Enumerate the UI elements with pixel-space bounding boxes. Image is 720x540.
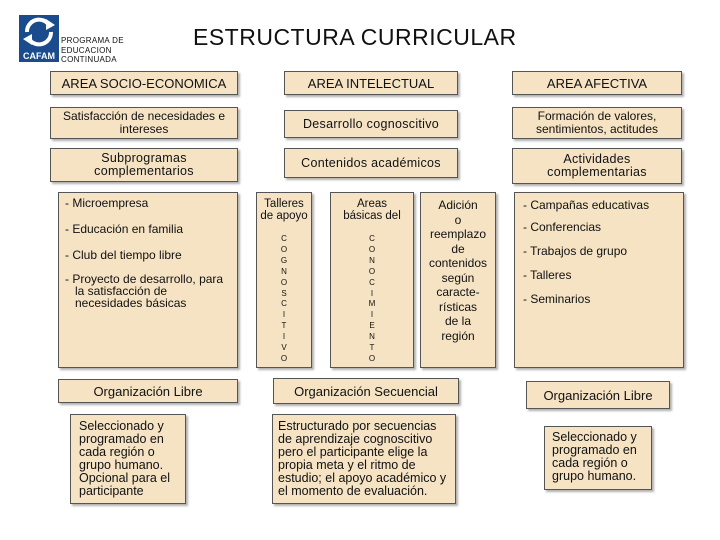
letter: C	[369, 277, 375, 287]
letter: I	[370, 310, 374, 320]
right-group-title: Actividades complementarias	[512, 148, 682, 184]
letter: O	[368, 244, 376, 254]
letter: N	[369, 255, 375, 265]
right-items-box	[514, 192, 684, 368]
left-group-title: Subprogramas complementarios	[50, 148, 238, 182]
areas-basicas-box	[330, 192, 414, 368]
areas-basicas-title: Areas básicas del	[343, 198, 401, 222]
letter: O	[280, 244, 288, 254]
letter: O	[368, 266, 376, 276]
letter: O	[280, 277, 288, 287]
logo-brand: CAFAM	[23, 51, 55, 61]
letter: I	[370, 288, 374, 298]
list-item: - Proyecto de desarrollo, para la satisfacción de necesidades básicas	[65, 272, 224, 310]
adicion-line: o	[454, 212, 462, 227]
list-item: - Campañas educativas	[523, 198, 650, 212]
adicion-line: de	[451, 241, 465, 256]
cognoscitivo-vertical	[257, 234, 311, 365]
adicion-line: Adición	[438, 198, 478, 212]
area-intelectual-header: AREA INTELECTUAL	[284, 71, 458, 95]
adicion-line: según	[441, 270, 475, 285]
letter: V	[281, 343, 287, 353]
right-organization: Organización Libre	[526, 381, 670, 409]
left-organization: Organización Libre	[58, 379, 238, 403]
list-item: - Club del tiempo libre	[65, 248, 182, 262]
page-title: ESTRUCTURA CURRICULAR	[193, 24, 517, 50]
letter: I	[282, 310, 286, 320]
list-item: - Trabajos de grupo	[523, 244, 628, 258]
letter: I	[282, 332, 286, 342]
area-socio-economica-header: AREA SOCIO-ECONOMICA	[50, 71, 238, 95]
adicion-line: de la	[444, 314, 472, 328]
adicion-line: contenidos	[428, 256, 488, 270]
left-items-box	[58, 192, 238, 368]
center-organization: Organización Secuencial	[273, 378, 459, 404]
letter: N	[281, 266, 287, 276]
letter: C	[281, 299, 287, 309]
adicion-line: reemplazo	[429, 227, 487, 241]
letter: G	[280, 255, 288, 265]
conocimiento-vertical	[331, 234, 413, 365]
list-item: - Talleres	[523, 268, 572, 282]
logo-text	[61, 36, 151, 65]
letter: C	[369, 234, 375, 243]
adicion-line: caracte-	[436, 285, 480, 299]
letter: S	[281, 288, 287, 298]
logo-text-line: CONTINUADA	[61, 55, 117, 64]
logo-text-line: PROGRAMA DE	[61, 36, 124, 45]
adicion-line: región	[441, 328, 475, 343]
letter: M	[368, 299, 376, 309]
letter: N	[369, 332, 375, 342]
right-subtitle: Formación de valores, sentimientos, actitudes	[512, 107, 682, 139]
talleres-apoyo-box	[256, 192, 312, 368]
letter: T	[369, 343, 375, 353]
cafam-logo	[19, 15, 59, 62]
center-group-title: Contenidos académicos	[284, 148, 458, 178]
list-item: - Seminarios	[523, 292, 591, 306]
left-description: Seleccionado y programado en cada región o grupo humano. Opcional para el participante	[70, 414, 186, 504]
adicion-contenidos-box	[420, 192, 496, 368]
letter: E	[369, 321, 375, 331]
center-subtitle: Desarrollo cognoscitivo	[284, 110, 458, 138]
letter: T	[281, 321, 287, 331]
list-item: - Microempresa	[65, 196, 149, 210]
letter: O	[368, 353, 376, 363]
talleres-apoyo-title: Talleres de apoyo	[260, 198, 308, 222]
logo-text-line: EDUCACION	[61, 45, 112, 55]
list-item: - Conferencias	[523, 220, 602, 234]
area-afectiva-header: AREA AFECTIVA	[512, 71, 682, 95]
left-subtitle: Satisfacción de necesidades e intereses	[50, 107, 238, 139]
adicion-line: rísticas	[438, 299, 477, 314]
logo-arrows-icon	[19, 15, 59, 49]
right-description: Seleccionado y programado en cada región o grupo humano.	[544, 426, 652, 490]
letter: C	[281, 234, 287, 243]
list-item: - Educación en familia	[65, 222, 184, 236]
center-description: Estructurado por secuencias de aprendizaje cognoscitivo pero el participante elige la propia meta y el ritmo de estudio; el apoyo académico y el momento de evaluación.	[272, 414, 456, 504]
letter: O	[280, 353, 288, 363]
